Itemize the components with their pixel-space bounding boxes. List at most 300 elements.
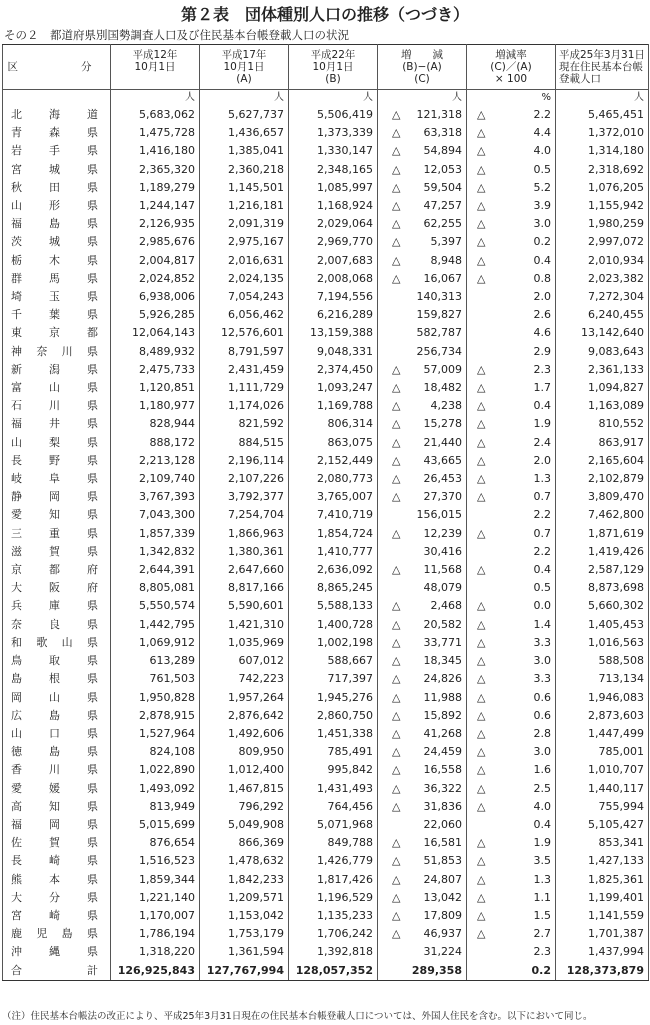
rate-cell bbox=[467, 343, 556, 361]
h25-cell-value: 5,105,427 bbox=[588, 817, 644, 831]
h25-cell-value: 1,946,083 bbox=[588, 690, 644, 704]
negative-marker: △ bbox=[477, 617, 486, 631]
h25-cell bbox=[556, 889, 649, 907]
h22-cell-value: 1,196,529 bbox=[317, 890, 373, 904]
column-header-3 bbox=[289, 45, 378, 90]
diff-cell bbox=[378, 179, 467, 197]
rate-cell-value: 2.0 bbox=[533, 290, 551, 304]
h17-cell-value: 2,107,226 bbox=[228, 472, 284, 486]
negative-marker: △ bbox=[477, 490, 486, 504]
h25-cell-value: 1,871,619 bbox=[588, 526, 644, 540]
total-h17-value: 127,767,994 bbox=[206, 963, 284, 977]
total-h25 bbox=[556, 962, 649, 981]
population-table bbox=[2, 44, 649, 981]
h22-cell-value: 1,085,997 bbox=[317, 180, 373, 194]
prefecture-name-value: 岡山県 bbox=[11, 690, 98, 704]
diff-cell bbox=[378, 361, 467, 379]
header-line: 平成25年3月31日 bbox=[559, 49, 645, 61]
h22-cell bbox=[289, 288, 378, 306]
diff-cell bbox=[378, 488, 467, 506]
rate-cell-value: 0.4 bbox=[533, 399, 551, 413]
table-row bbox=[3, 506, 649, 524]
h12-cell bbox=[111, 379, 200, 397]
h12-cell-value: 876,654 bbox=[149, 836, 195, 850]
negative-marker: △ bbox=[477, 690, 486, 704]
h12-cell-value: 2,213,128 bbox=[139, 453, 195, 467]
diff-cell bbox=[378, 761, 467, 779]
prefecture-name bbox=[3, 707, 111, 725]
negative-marker: △ bbox=[477, 781, 486, 795]
table-row bbox=[3, 543, 649, 561]
h22-cell bbox=[289, 361, 378, 379]
prefecture-name-value: 愛媛県 bbox=[11, 781, 98, 795]
h25-cell bbox=[556, 816, 649, 834]
h12-cell bbox=[111, 324, 200, 342]
table-row bbox=[3, 470, 649, 488]
table-row bbox=[3, 106, 649, 124]
h25-cell bbox=[556, 161, 649, 179]
prefecture-name-value: 熊本県 bbox=[11, 872, 98, 886]
prefecture-name-value: 京都府 bbox=[11, 563, 98, 577]
negative-marker: △ bbox=[477, 144, 486, 158]
prefecture-name bbox=[3, 652, 111, 670]
h17-cell-value: 5,590,601 bbox=[228, 599, 284, 613]
table-row bbox=[3, 907, 649, 925]
h17-cell bbox=[200, 343, 289, 361]
rate-cell bbox=[467, 743, 556, 761]
rate-cell bbox=[467, 470, 556, 488]
negative-marker: △ bbox=[392, 563, 401, 577]
rate-cell bbox=[467, 252, 556, 270]
rate-cell-value: 0.2 bbox=[533, 235, 551, 249]
diff-cell bbox=[378, 925, 467, 943]
rate-cell-value: 3.0 bbox=[533, 654, 551, 668]
h17-cell-value: 1,111,729 bbox=[228, 381, 284, 395]
h22-cell bbox=[289, 616, 378, 634]
rate-cell bbox=[467, 907, 556, 925]
h22-cell bbox=[289, 161, 378, 179]
h22-cell bbox=[289, 525, 378, 543]
h25-cell bbox=[556, 361, 649, 379]
prefecture-name-value: 広島県 bbox=[11, 708, 98, 722]
h17-cell-value: 796,292 bbox=[238, 799, 284, 813]
header-row bbox=[3, 45, 649, 90]
prefecture-name-value: 大分県 bbox=[11, 890, 98, 904]
h22-cell bbox=[289, 907, 378, 925]
h22-cell bbox=[289, 597, 378, 615]
h12-cell-value: 1,318,220 bbox=[139, 945, 195, 959]
h17-cell bbox=[200, 652, 289, 670]
h17-cell-value: 1,216,181 bbox=[228, 199, 284, 213]
h17-cell bbox=[200, 252, 289, 270]
table-row bbox=[3, 597, 649, 615]
rate-cell-value: 5.2 bbox=[533, 180, 551, 194]
prefecture-name bbox=[3, 252, 111, 270]
unit-cell: 人 bbox=[111, 90, 200, 107]
table-row bbox=[3, 379, 649, 397]
prefecture-name bbox=[3, 597, 111, 615]
h12-cell bbox=[111, 725, 200, 743]
h25-cell-value: 2,102,879 bbox=[588, 472, 644, 486]
h25-cell bbox=[556, 871, 649, 889]
rate-cell bbox=[467, 925, 556, 943]
diff-cell bbox=[378, 343, 467, 361]
diff-cell-value: 41,268 bbox=[423, 726, 462, 740]
h25-cell bbox=[556, 415, 649, 433]
h22-cell-value: 2,374,450 bbox=[317, 362, 373, 376]
negative-marker: △ bbox=[392, 526, 401, 540]
h17-cell-value: 2,431,459 bbox=[228, 362, 284, 376]
table-row bbox=[3, 488, 649, 506]
h22-cell bbox=[289, 434, 378, 452]
negative-marker: △ bbox=[477, 872, 486, 886]
h17-cell bbox=[200, 943, 289, 961]
h25-cell bbox=[556, 907, 649, 925]
h25-cell bbox=[556, 397, 649, 415]
h22-cell bbox=[289, 670, 378, 688]
rate-cell bbox=[467, 798, 556, 816]
prefecture-name-value: 山形県 bbox=[11, 199, 98, 213]
h17-cell-value: 1,478,632 bbox=[228, 854, 284, 868]
h12-cell bbox=[111, 434, 200, 452]
h25-cell-value: 1,427,133 bbox=[588, 854, 644, 868]
h17-cell-value: 1,492,606 bbox=[228, 726, 284, 740]
prefecture-name-value: 香川県 bbox=[11, 763, 98, 777]
table-row bbox=[3, 816, 649, 834]
prefecture-name-value: 東京都 bbox=[11, 326, 98, 340]
table-row bbox=[3, 616, 649, 634]
h22-cell bbox=[289, 397, 378, 415]
h17-cell bbox=[200, 634, 289, 652]
h25-cell-value: 1,440,117 bbox=[588, 781, 644, 795]
negative-marker: △ bbox=[392, 490, 401, 504]
rate-cell bbox=[467, 871, 556, 889]
diff-cell-value: 46,937 bbox=[423, 927, 462, 941]
h17-cell bbox=[200, 379, 289, 397]
unit-cell: % bbox=[467, 90, 556, 107]
h25-cell bbox=[556, 743, 649, 761]
h17-cell bbox=[200, 434, 289, 452]
diff-cell-value: 16,067 bbox=[423, 271, 462, 285]
h25-cell-value: 7,272,304 bbox=[588, 290, 644, 304]
h17-cell bbox=[200, 470, 289, 488]
h25-cell-value: 13,142,640 bbox=[581, 326, 644, 340]
h17-cell bbox=[200, 925, 289, 943]
prefecture-name-value: 滋賀県 bbox=[11, 544, 98, 558]
negative-marker: △ bbox=[392, 271, 401, 285]
negative-marker: △ bbox=[477, 763, 486, 777]
diff-cell-value: 57,009 bbox=[423, 362, 462, 376]
h22-cell-value: 1,373,339 bbox=[317, 126, 373, 140]
table-row bbox=[3, 889, 649, 907]
column-header-4 bbox=[378, 45, 467, 90]
h17-cell bbox=[200, 852, 289, 870]
rate-cell-value: 1.3 bbox=[533, 872, 551, 886]
h17-cell bbox=[200, 397, 289, 415]
rate-cell bbox=[467, 943, 556, 961]
h22-cell bbox=[289, 798, 378, 816]
h17-cell-value: 1,866,963 bbox=[228, 526, 284, 540]
diff-cell-value: 20,582 bbox=[423, 617, 462, 631]
h22-cell bbox=[289, 252, 378, 270]
rate-cell bbox=[467, 397, 556, 415]
column-header-1 bbox=[111, 45, 200, 90]
page-title: 第２表 団体種別人口の推移（つづき） bbox=[180, 5, 469, 24]
table-row bbox=[3, 415, 649, 433]
h22-cell-value: 1,854,724 bbox=[317, 526, 373, 540]
header-line: 増減率 bbox=[495, 49, 527, 61]
h25-cell-value: 863,917 bbox=[598, 435, 644, 449]
h22-cell-value: 1,002,198 bbox=[317, 635, 373, 649]
diff-cell bbox=[378, 452, 467, 470]
h12-cell bbox=[111, 525, 200, 543]
h17-cell-value: 2,016,631 bbox=[228, 253, 284, 267]
h25-cell-value: 1,980,259 bbox=[588, 217, 644, 231]
h25-cell-value: 2,587,129 bbox=[588, 563, 644, 577]
prefecture-name bbox=[3, 852, 111, 870]
negative-marker: △ bbox=[392, 927, 401, 941]
total-h12 bbox=[111, 962, 200, 981]
rate-cell bbox=[467, 889, 556, 907]
rate-cell-value: 1.3 bbox=[533, 472, 551, 486]
negative-marker: △ bbox=[392, 781, 401, 795]
rate-cell bbox=[467, 506, 556, 524]
rate-cell bbox=[467, 434, 556, 452]
h25-cell-value: 2,010,934 bbox=[588, 253, 644, 267]
h25-cell bbox=[556, 634, 649, 652]
h25-cell bbox=[556, 707, 649, 725]
negative-marker: △ bbox=[477, 854, 486, 868]
h25-cell bbox=[556, 270, 649, 288]
diff-cell-value: 13,042 bbox=[423, 890, 462, 904]
rate-cell bbox=[467, 761, 556, 779]
prefecture-name bbox=[3, 452, 111, 470]
rate-cell-value: 1.7 bbox=[533, 381, 551, 395]
diff-cell-value: 47,257 bbox=[423, 199, 462, 213]
h17-cell-value: 2,975,167 bbox=[228, 235, 284, 249]
negative-marker: △ bbox=[392, 672, 401, 686]
h22-cell-value: 863,075 bbox=[327, 435, 373, 449]
h22-cell bbox=[289, 652, 378, 670]
h25-cell-value: 1,701,387 bbox=[588, 927, 644, 941]
rate-cell-value: 0.8 bbox=[533, 271, 551, 285]
h12-cell-value: 761,503 bbox=[149, 672, 195, 686]
h17-cell-value: 8,817,166 bbox=[228, 581, 284, 595]
h17-cell bbox=[200, 907, 289, 925]
h22-cell bbox=[289, 452, 378, 470]
table-row bbox=[3, 670, 649, 688]
diff-cell-value: 31,836 bbox=[423, 799, 462, 813]
negative-marker: △ bbox=[477, 745, 486, 759]
diff-cell-value: 12,053 bbox=[423, 162, 462, 176]
h17-cell bbox=[200, 889, 289, 907]
h12-cell bbox=[111, 579, 200, 597]
prefecture-name bbox=[3, 379, 111, 397]
h17-cell bbox=[200, 761, 289, 779]
h22-cell-value: 1,169,788 bbox=[317, 399, 373, 413]
diff-cell bbox=[378, 871, 467, 889]
h22-cell-value: 2,969,770 bbox=[317, 235, 373, 249]
prefecture-name bbox=[3, 616, 111, 634]
negative-marker: △ bbox=[477, 708, 486, 722]
h22-cell-value: 5,071,968 bbox=[317, 817, 373, 831]
h12-cell bbox=[111, 707, 200, 725]
diff-cell bbox=[378, 142, 467, 160]
negative-marker: △ bbox=[392, 472, 401, 486]
table-row bbox=[3, 233, 649, 251]
h25-cell bbox=[556, 925, 649, 943]
h17-cell bbox=[200, 743, 289, 761]
diff-cell bbox=[378, 252, 467, 270]
h25-cell-value: 1,437,994 bbox=[588, 945, 644, 959]
negative-marker: △ bbox=[477, 453, 486, 467]
prefecture-name-value: 沖縄県 bbox=[11, 945, 98, 959]
diff-cell bbox=[378, 506, 467, 524]
diff-cell-value: 12,239 bbox=[423, 526, 462, 540]
h17-cell-value: 5,627,737 bbox=[228, 108, 284, 121]
negative-marker: △ bbox=[392, 726, 401, 740]
table-row bbox=[3, 452, 649, 470]
h17-cell-value: 1,467,815 bbox=[228, 781, 284, 795]
prefecture-name bbox=[3, 525, 111, 543]
diff-cell-value: 24,826 bbox=[423, 672, 462, 686]
h17-cell bbox=[200, 689, 289, 707]
h12-cell bbox=[111, 889, 200, 907]
h12-cell bbox=[111, 452, 200, 470]
rate-cell-value: 2.5 bbox=[533, 781, 551, 795]
header-line: 平成17年 bbox=[221, 49, 267, 61]
h25-cell bbox=[556, 543, 649, 561]
prefecture-name bbox=[3, 725, 111, 743]
h17-cell bbox=[200, 179, 289, 197]
rate-cell-value: 3.0 bbox=[533, 745, 551, 759]
h25-cell bbox=[556, 725, 649, 743]
table-row bbox=[3, 179, 649, 197]
table-row bbox=[3, 780, 649, 798]
diff-cell-value: 63,318 bbox=[423, 126, 462, 140]
h22-cell bbox=[289, 197, 378, 215]
h17-cell bbox=[200, 106, 289, 124]
diff-cell-value: 33,771 bbox=[423, 635, 462, 649]
negative-marker: △ bbox=[392, 381, 401, 395]
negative-marker: △ bbox=[477, 162, 486, 176]
header-line: 平成12年 bbox=[132, 49, 178, 61]
h12-cell bbox=[111, 288, 200, 306]
h25-cell bbox=[556, 780, 649, 798]
table-body bbox=[3, 90, 649, 981]
h25-cell-value: 1,405,453 bbox=[588, 617, 644, 631]
negative-marker: △ bbox=[392, 690, 401, 704]
h25-cell bbox=[556, 470, 649, 488]
h12-cell bbox=[111, 689, 200, 707]
prefecture-name bbox=[3, 798, 111, 816]
h25-cell bbox=[556, 252, 649, 270]
h22-cell-value: 2,636,092 bbox=[317, 563, 373, 577]
h17-cell-value: 1,436,657 bbox=[228, 126, 284, 140]
total-label-value: 合計 bbox=[11, 963, 98, 977]
table-row bbox=[3, 288, 649, 306]
h17-cell-value: 5,049,908 bbox=[228, 817, 284, 831]
diff-cell-value: 16,558 bbox=[423, 763, 462, 777]
prefecture-name-value: 長崎県 bbox=[11, 854, 98, 868]
header-line: (A) bbox=[236, 73, 252, 85]
h22-cell-value: 2,860,750 bbox=[317, 708, 373, 722]
h22-cell bbox=[289, 415, 378, 433]
prefecture-name bbox=[3, 288, 111, 306]
table-row bbox=[3, 561, 649, 579]
diff-cell bbox=[378, 597, 467, 615]
negative-marker: △ bbox=[392, 235, 401, 249]
h12-cell bbox=[111, 543, 200, 561]
h17-cell-value: 7,254,704 bbox=[228, 508, 284, 522]
h12-cell bbox=[111, 397, 200, 415]
h17-cell bbox=[200, 161, 289, 179]
h17-cell-value: 809,950 bbox=[238, 745, 284, 759]
h12-cell bbox=[111, 652, 200, 670]
h12-cell-value: 5,926,285 bbox=[139, 308, 195, 322]
diff-cell-value: 31,224 bbox=[423, 945, 462, 959]
rate-cell-value: 2.8 bbox=[533, 726, 551, 740]
diff-cell bbox=[378, 907, 467, 925]
negative-marker: △ bbox=[477, 563, 486, 577]
diff-cell-value: 36,322 bbox=[423, 781, 462, 795]
h22-cell bbox=[289, 761, 378, 779]
h25-cell bbox=[556, 197, 649, 215]
rate-cell bbox=[467, 270, 556, 288]
prefecture-name-value: 宮崎県 bbox=[11, 908, 98, 922]
h12-cell-value: 2,024,852 bbox=[139, 271, 195, 285]
rate-cell-value: 0.4 bbox=[533, 817, 551, 831]
h25-cell-value: 6,240,455 bbox=[588, 308, 644, 322]
negative-marker: △ bbox=[392, 199, 401, 213]
prefecture-name-value: 宮城県 bbox=[11, 162, 98, 176]
prefecture-name-value: 山梨県 bbox=[11, 435, 98, 449]
diff-cell-value: 5,397 bbox=[430, 235, 462, 249]
rate-cell bbox=[467, 142, 556, 160]
rate-cell-value: 0.0 bbox=[533, 599, 551, 613]
h22-cell bbox=[289, 561, 378, 579]
prefecture-name bbox=[3, 324, 111, 342]
diff-cell bbox=[378, 215, 467, 233]
prefecture-name bbox=[3, 343, 111, 361]
diff-cell-value: 4,238 bbox=[430, 399, 462, 413]
h25-cell bbox=[556, 579, 649, 597]
h22-cell-value: 1,426,779 bbox=[317, 854, 373, 868]
h17-cell-value: 2,196,114 bbox=[228, 453, 284, 467]
prefecture-name-value: 新潟県 bbox=[11, 362, 98, 376]
h17-cell-value: 1,421,310 bbox=[228, 617, 284, 631]
negative-marker: △ bbox=[477, 199, 486, 213]
h17-cell-value: 1,753,179 bbox=[228, 927, 284, 941]
h25-cell bbox=[556, 852, 649, 870]
diff-cell bbox=[378, 288, 467, 306]
rate-cell-value: 2.4 bbox=[533, 435, 551, 449]
negative-marker: △ bbox=[392, 217, 401, 231]
h22-cell bbox=[289, 634, 378, 652]
h22-cell bbox=[289, 543, 378, 561]
table-row bbox=[3, 124, 649, 142]
prefecture-name-value: 岐阜県 bbox=[11, 472, 98, 486]
h17-cell-value: 1,380,361 bbox=[228, 544, 284, 558]
h12-cell bbox=[111, 306, 200, 324]
rate-cell-value: 0.7 bbox=[533, 490, 551, 504]
prefecture-name-value: 神奈川県 bbox=[11, 344, 98, 358]
rate-cell bbox=[467, 179, 556, 197]
table-row bbox=[3, 434, 649, 452]
h12-cell bbox=[111, 124, 200, 142]
negative-marker: △ bbox=[392, 872, 401, 886]
prefecture-name-value: 岩手県 bbox=[11, 144, 98, 158]
